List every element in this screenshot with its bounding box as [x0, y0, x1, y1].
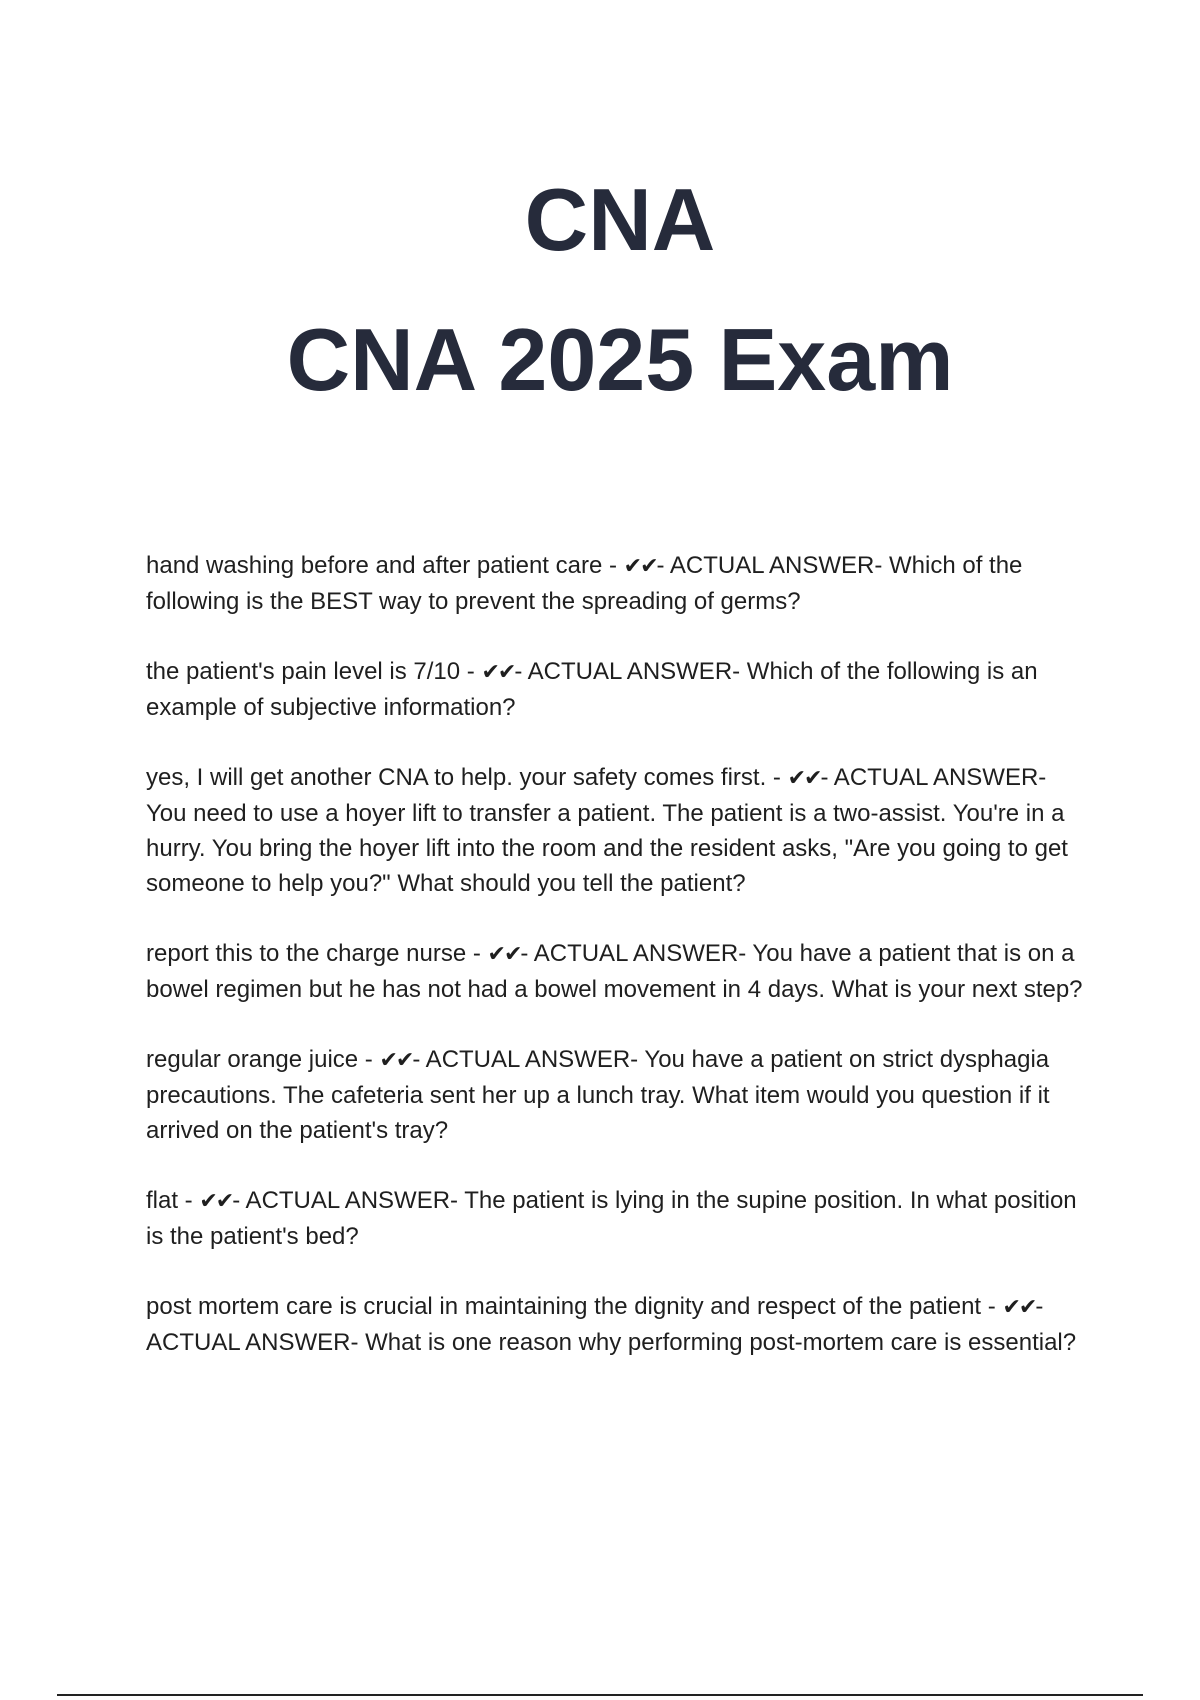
qa-answer: report this to the charge nurse - — [146, 940, 488, 967]
qa-item — [146, 654, 1090, 725]
check-icon: ✔✔ — [199, 1189, 233, 1214]
title-line-2: CNA 2025 Exam — [286, 310, 954, 409]
check-icon: ✔✔ — [1002, 1295, 1036, 1320]
qa-item — [146, 1042, 1090, 1148]
check-icon: ✔✔ — [787, 766, 821, 791]
qa-question: - ACTUAL ANSWER- Which of the following is the BEST way to prevent the spreading of germs? — [146, 552, 1023, 615]
qa-answer: regular orange juice - — [146, 1046, 380, 1073]
qa-question: - ACTUAL ANSWER- What is one reason why performing post-mortem care is essential? — [146, 1293, 1077, 1356]
qa-item — [146, 760, 1090, 901]
qa-item — [146, 1183, 1090, 1254]
qa-item — [146, 548, 1090, 619]
qa-list — [146, 548, 1090, 1395]
check-icon: ✔✔ — [379, 1048, 413, 1073]
qa-question: - ACTUAL ANSWER- Which of the following is an example of subjective information? — [146, 658, 1038, 721]
qa-answer: the patient's pain level is 7/10 - — [146, 658, 482, 685]
check-icon: ✔✔ — [481, 660, 515, 685]
qa-question: - ACTUAL ANSWER- You have a patient that is on a bowel regimen but he has not had a bowel movement in 4 days. What is your next step? — [146, 940, 1083, 1003]
footer-divider — [57, 1694, 1143, 1696]
document-title — [0, 150, 1200, 430]
qa-answer: yes, I will get another CNA to help. your safety comes first. - — [146, 764, 788, 791]
qa-answer: post mortem care is crucial in maintaining the dignity and respect of the patient - — [146, 1293, 1003, 1320]
qa-answer: flat - — [146, 1187, 200, 1214]
qa-item — [146, 936, 1090, 1007]
check-icon: ✔✔ — [623, 554, 657, 579]
check-icon: ✔✔ — [487, 942, 521, 967]
qa-item — [146, 1289, 1090, 1360]
qa-question: - ACTUAL ANSWER- You have a patient on strict dysphagia precautions. The cafeteria sent her up a lunch tray. What item would you question if it arrived on the patient's tray? — [146, 1046, 1050, 1144]
qa-question: - ACTUAL ANSWER- You need to use a hoyer lift to transfer a patient. The patient is a two-assist. You're in a hurry. You bring the hoyer lift into the room and the resident asks, "Are you going to get someone to help you?" What should you tell the patient? — [146, 764, 1068, 897]
title-line-1: CNA — [524, 170, 716, 269]
qa-question: - ACTUAL ANSWER- The patient is lying in the supine position. In what position is the patient's bed? — [146, 1187, 1077, 1250]
qa-answer: hand washing before and after patient care - — [146, 552, 624, 579]
